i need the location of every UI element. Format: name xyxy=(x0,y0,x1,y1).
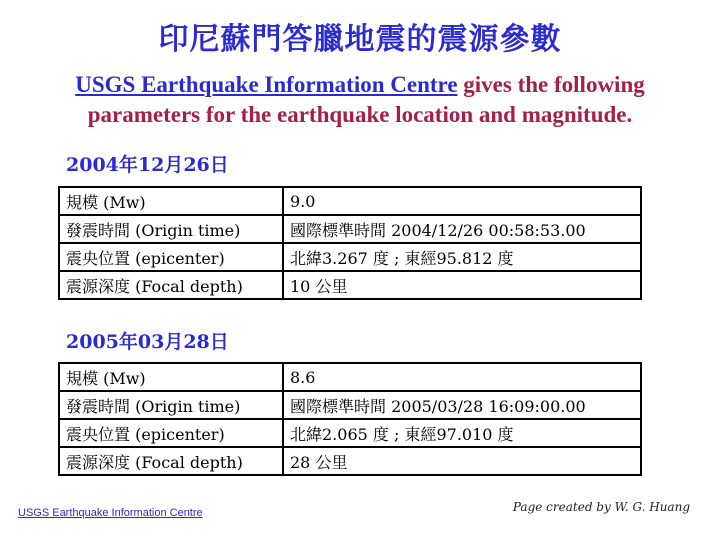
params-table-2005 xyxy=(58,362,642,476)
table-row xyxy=(59,363,641,391)
row-value-magnitude: 8.6 xyxy=(283,363,641,391)
event-date-2004: 2004年12月26日 xyxy=(66,154,229,176)
event-date-2005: 2005年03月28日 xyxy=(66,331,229,353)
row-label-origin-time: 發震時間 (Origin time) xyxy=(59,215,283,243)
row-label-epicenter: 震央位置 (epicenter) xyxy=(59,243,283,271)
row-value-focal-depth: 10 公里 xyxy=(283,271,641,299)
row-value-epicenter: 北緯2.065 度 ; 東經97.010 度 xyxy=(283,419,641,447)
table-row xyxy=(59,187,641,215)
footer-usgs-link[interactable]: USGS Earthquake Information Centre xyxy=(18,507,203,519)
intro-paragraph xyxy=(40,70,680,130)
table-row xyxy=(59,271,641,299)
row-label-focal-depth: 震源深度 (Focal depth) xyxy=(59,447,283,475)
row-label-magnitude: 規模 (Mw) xyxy=(59,187,283,215)
row-label-origin-time: 發震時間 (Origin time) xyxy=(59,391,283,419)
table-row xyxy=(59,447,641,475)
intro-line2: parameters for the earthquake location and magnitude. xyxy=(87,102,633,127)
intro-line1-rest: gives the following xyxy=(457,72,645,97)
table-row xyxy=(59,215,641,243)
page-title: 印尼蘇門答臘地震的震源參數 xyxy=(158,22,562,57)
usgs-link[interactable]: USGS Earthquake Information Centre xyxy=(75,72,458,97)
table-row xyxy=(59,391,641,419)
row-label-magnitude: 規模 (Mw) xyxy=(59,363,283,391)
params-table-2004 xyxy=(58,186,642,300)
table-row xyxy=(59,243,641,271)
row-value-magnitude: 9.0 xyxy=(283,187,641,215)
row-value-focal-depth: 28 公里 xyxy=(283,447,641,475)
row-value-origin-time: 國際標準時間 2005/03/28 16:09:00.00 xyxy=(283,391,641,419)
row-value-epicenter: 北緯3.267 度 ; 東經95.812 度 xyxy=(283,243,641,271)
table-row xyxy=(59,419,641,447)
row-label-focal-depth: 震源深度 (Focal depth) xyxy=(59,271,283,299)
page-credit: Page created by W. G. Huang xyxy=(512,500,690,514)
row-value-origin-time: 國際標準時間 2004/12/26 00:58:53.00 xyxy=(283,215,641,243)
row-label-epicenter: 震央位置 (epicenter) xyxy=(59,419,283,447)
